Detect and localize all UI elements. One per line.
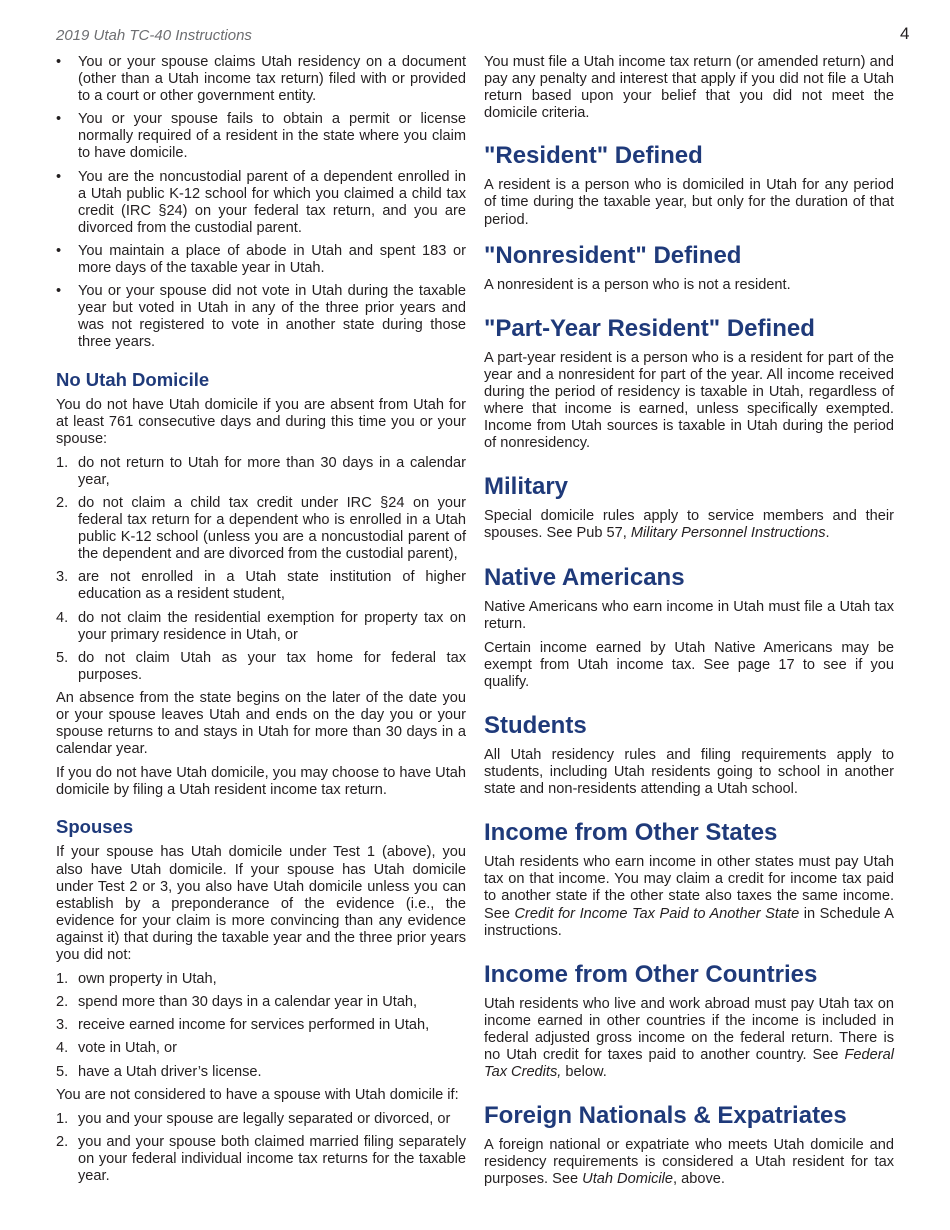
part-year-resident-heading: "Part-Year Resident" Defined [484,314,815,342]
list-item: 5. do not claim Utah as your tax home for federal tax purposes. [56,649,466,683]
nonresident-defined-text: A nonresident is a person who is not a resident. [484,276,791,293]
list-item: 1. you and your spouse are legally separated or divorced, or [56,1110,451,1127]
right-column [484,54,894,1195]
bullet-icon: • [56,283,62,300]
bullet-icon: • [56,54,62,70]
resident-defined-heading: "Resident" Defined [484,142,703,170]
income-other-countries-text: Utah residents who live and work abroad must pay Utah tax on income earned in other countries if the income is included in federal adjusted gross income on the federal return. There is no Utah credit for taxes paid to another country. See Federal Tax Credits, below. [484,995,894,1081]
income-other-countries-heading: Income from Other Countries [484,960,818,988]
list-item: 4. do not claim the residential exemption for property tax on your primary residence in Utah, or [56,609,466,643]
list-item: • You maintain a place of abode in Utah and spent 183 or more days of the taxable year in Utah. [56,242,466,277]
list-item: • You or your spouse did not vote in Utah during the taxable year but voted in Utah in any of the three prior years and was not registered to vote in another state during those three years. [56,283,466,351]
nonresident-defined-heading: "Nonresident" Defined [484,241,742,269]
separated-list [56,1111,466,1185]
native-americans-text-2: Certain income earned by Utah Native Americans may be exempt from Utah income tax. See page 17 to see if you qualify. [484,639,894,690]
spouses-intro: If your spouse has Utah domicile under Test 1 (above), you also have Utah domicile. If your spouse has Utah domicile under Test 2 or 3, you also have Utah domicile unless you can establish by a preponderance of the evidence (i.e., the evidence for your claim is more convincing than any evidence against it) that during the taxable year and the three prior years you did not: [56,844,466,964]
list-item: 3. receive earned income for services performed in Utah, [56,1017,430,1034]
part-year-resident-text: A part-year resident is a person who is a resident for part of the year and a nonresident for part of the year. All income received during the period of residency is taxable in Utah, regardless of where that income is earned, unless specifically exempted. Income from Utah sources is taxable in Utah during the period of nonresidency. [484,349,894,452]
no-domicile-list [56,455,466,684]
spouses-heading: Spouses [56,816,134,838]
not-considered-paragraph: You are not considered to have a spouse with Utah domicile if: [56,1086,459,1103]
absence-paragraph: An absence from the state begins on the later of the date you or your spouse leaves Utah and ends on the day you or your spouse returns to and stays in Utah for more than 30 days in a calendar year. [56,689,466,758]
page-number: 4 [900,24,910,43]
military-heading: Military [484,473,569,501]
resident-defined-text: A resident is a person who is domiciled in Utah for any period of time during the taxable year, but only for the duration of that period. [484,177,894,228]
list-item: 3. are not enrolled in a Utah state institution of higher education as a resident student, [56,569,466,603]
list-item: 1. own property in Utah, [56,971,217,988]
list-item: 2. spend more than 30 days in a calendar year in Utah, [56,994,418,1011]
students-heading: Students [484,711,587,739]
list-item: 2. do not claim a child tax credit under IRC §24 on your federal tax return for a dependent who is enrolled in a Utah public K-12 school (unless you are a noncustodial parent of the dependent and are divorced from the custodial parent), [56,494,466,563]
bullet-icon: • [56,242,62,259]
no-utah-domicile-heading: No Utah Domicile [56,368,210,390]
military-text: Special domicile rules apply to service members and their spouses. See Pub 57, Military Personnel Instructions. [484,508,894,542]
income-other-states-text: Utah residents who earn income in other states must pay Utah tax on that income. You may claim a credit for income tax paid to another state if the other state also taxes the same income. See Credit for Income Tax Paid to Another State in Schedule A instructions. [484,854,894,939]
list-item: 1. do not return to Utah for more than 30 days in a calendar year, [56,454,466,488]
native-americans-text-1: Native Americans who earn income in Utah must file a Utah tax return. [484,598,894,632]
bullet-icon: • [56,111,62,128]
students-text: All Utah residency rules and filing requirements apply to students, including Utah residents going to school in another state and non-residents attending a Utah school. [484,746,894,798]
list-item: 4. vote in Utah, or [56,1040,177,1057]
bullet-icon: • [56,168,62,185]
no-domicile-intro: You do not have Utah domicile if you are absent from Utah for at least 761 consecutive days and during this time you or your spouse: [56,396,466,447]
foreign-nationals-heading: Foreign Nationals & Expatriates [484,1102,847,1130]
page-header: 2019 Utah TC-40 Instructions [56,27,252,44]
choose-domicile-paragraph: If you do not have Utah domicile, you may choose to have Utah domicile by filing a Utah resident income tax return. [56,765,466,799]
left-column [56,54,466,1191]
native-americans-heading: Native Americans [484,563,685,591]
list-item: • You or your spouse claims Utah residency on a document (other than a Utah income tax return) filed with or provided to a court or other government entity. [56,54,466,105]
spouses-list [56,971,466,1080]
domicile-test-bullets [56,54,466,352]
file-return-paragraph: You must file a Utah income tax return (or amended return) and pay any penalty and interest that apply if you did not file a Utah return based upon your belief that you did not meet the domicile criteria. [484,54,894,122]
list-item: • You are the noncustodial parent of a dependent enrolled in a Utah public K-12 school for which you claimed a child tax credit (IRC §24) on your federal tax return, and you are divorced from the custodial parent. [56,168,466,236]
list-item: 5. have a Utah driver’s license. [56,1063,262,1080]
list-item: • You or your spouse fails to obtain a permit or license normally required of a resident in the state where you claim to have domicile. [56,111,466,162]
income-other-states-heading: Income from Other States [484,819,778,847]
foreign-nationals-text: A foreign national or expatriate who meets Utah domicile and residency requirements is considered a Utah resident for tax purposes. See Utah Domicile, above. [484,1137,894,1188]
list-item: 2. you and your spouse both claimed married filing separately on your federal individual income tax returns for the taxable year. [56,1133,466,1184]
